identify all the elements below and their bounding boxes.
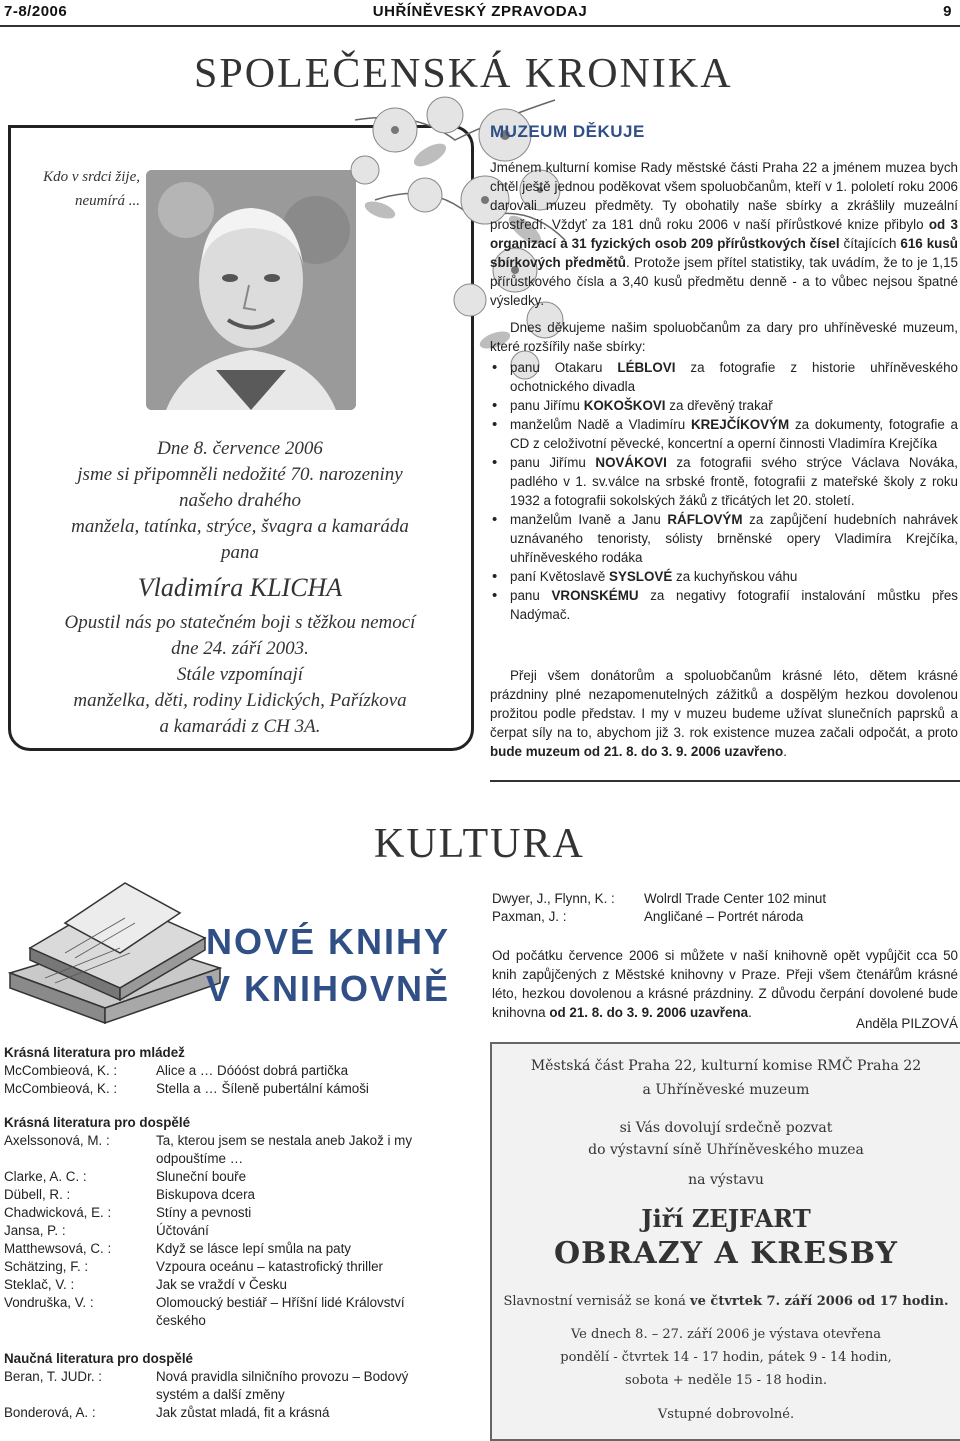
text-run: Jménem kulturní komise Rady městské části Praha 22 a jménem muzea bych chtěl ještě jednou poděkovat všem spoluobčanům, kteří v 1. pololetí roku 2006 darovali muzeu předměty. Ty obohatily naše sbírky a zkrášlily muzeální prostředí. Vždyť za 181 dnů roku 2006 v naší přírůstkové knize přibylo — [490, 160, 958, 232]
obituary-line: dne 24. září 2003. — [171, 638, 309, 659]
book-row — [4, 1204, 434, 1222]
list-item — [490, 396, 958, 415]
opening-line: sobota + neděle 15 - 18 hodin. — [625, 1373, 827, 1388]
book-row — [4, 1258, 434, 1276]
book-title: Nová pravidla silničního provozu – Bodový systém a další změny — [156, 1369, 409, 1402]
text-run: panu Otakaru — [510, 360, 618, 375]
museum-heading: MUZEUM DĚKUJE — [490, 122, 645, 141]
adult-book-list — [4, 1132, 434, 1330]
section-rule — [490, 780, 960, 782]
book-title: Wolrdl Trade Center 102 minut — [644, 891, 827, 906]
donor-list — [490, 358, 958, 624]
book-author: Axelssonová, M. : — [4, 1133, 110, 1148]
list-item — [490, 567, 958, 586]
more-books-list — [492, 890, 958, 926]
museum-intro — [490, 158, 958, 310]
text-run-bold: bude muzeum od 21. 8. do 3. 9. 2006 uzavřeno — [490, 744, 784, 759]
text-run: za dokumenty, fotografie a CD z celoživotní pěvecké, koncertní a operní činnosti Vladimíra Krejčíka — [510, 417, 959, 451]
text-run: Slavnostní vernisáž se koná — [503, 1294, 691, 1309]
donor-name: VRONSKÉMU — [551, 588, 639, 603]
book-title: Když se lásce lepí smůla na paty — [156, 1241, 352, 1256]
text-run: Přeji všem donátorům a spoluobčanům krásné léto, dětem krásné prázdniny plné nezapomenutelných zážitků a dospělým hezkou dovolenou prožitou podle představ. I my v muzeu budeme užívat slunečních paprsků a čerpat síly na to, abychom již 3. rok existence muzea začali odpočát, a proto — [490, 668, 958, 740]
exhibition-title: OBRAZY A KRESBY — [554, 1236, 898, 1271]
book-row — [4, 1080, 434, 1098]
donor-name: KREJČÍKOVÝM — [690, 417, 790, 432]
adult-heading — [4, 1114, 190, 1132]
issue-number: 7-8/2006 — [4, 3, 68, 20]
book-title: Jak zůstat mladá, fit a krásná — [156, 1405, 330, 1420]
book-author: McCombieová, K. : — [4, 1081, 118, 1096]
artist-name: Jiří ZEJFART — [641, 1204, 811, 1233]
text-run: . Protože jsem přítel statistiky, tak uvádím, že to je 1,15 přírůstkového čísla a 3,40 kusů předmětu denně - a to vůbec nejsou špatné výsledky. — [490, 255, 959, 308]
nonfiction-book-list — [4, 1368, 434, 1422]
book-row — [4, 1168, 434, 1186]
book-author: Paxman, J. : — [492, 909, 567, 924]
book-title: Vzpoura oceánu – katastrofický thriller — [156, 1259, 384, 1274]
book-row — [492, 908, 958, 926]
text-run: panu — [510, 588, 552, 603]
book-title: Biskupova dcera — [156, 1187, 255, 1202]
obituary-motto: Kdo v srdci žije, neumírá ... — [43, 169, 140, 209]
book-author: McCombieová, K. : — [4, 1063, 118, 1078]
youth-book-list — [4, 1062, 434, 1098]
books-illustration — [5, 878, 225, 1028]
author-signature: Anděla PILZOVÁ — [856, 1016, 958, 1031]
text-run: čítajících — [839, 236, 901, 251]
page-number: 9 — [943, 3, 952, 20]
obituary-line: a kamarádi z CH 3A. — [159, 716, 321, 737]
book-author: Bonderová, A. : — [4, 1405, 96, 1420]
book-title: Jak se vraždí v Česku — [156, 1277, 287, 1292]
heading-line: V KNIHOVNĚ — [206, 968, 451, 1009]
text-run-bold: od 3 organizací a 31 fyzických osob 209 přírůstkových čísel — [490, 217, 959, 251]
book-row — [4, 1186, 434, 1204]
publication-title: UHŘÍNĚVESKÝ ZPRAVODAJ — [372, 3, 588, 20]
book-author: Vondruška, V. : — [4, 1295, 94, 1310]
book-title: Angličané – Portrét národa — [644, 909, 804, 924]
book-row — [4, 1132, 434, 1168]
book-author: Clarke, A. C. : — [4, 1169, 87, 1184]
book-author: Schätzing, F. : — [4, 1259, 89, 1274]
opening-line: Ve dnech 8. – 27. září 2006 je výstava otevřena — [570, 1327, 882, 1342]
text-run: . — [748, 1005, 752, 1020]
donor-name: SYSLOVÉ — [609, 569, 673, 584]
book-author: Chadwicková, E. : — [4, 1205, 112, 1220]
book-title: Sluneční bouře — [156, 1169, 247, 1184]
book-author: Dübell, R. : — [4, 1187, 71, 1202]
organizer-line: a Uhříněveské muzeum — [642, 1082, 810, 1098]
book-row — [4, 1404, 434, 1422]
book-author: Matthewsová, C. : — [4, 1241, 112, 1256]
vernissage-line — [492, 1294, 960, 1309]
book-row — [4, 1368, 434, 1404]
book-row — [492, 890, 958, 908]
obituary-name: Vladimíra KLICHA — [137, 573, 343, 602]
list-heading: Krásná literatura pro dospělé — [4, 1115, 191, 1130]
text-run: za fotografie z historie uhříněveského ochotnického divadla — [510, 360, 958, 394]
book-author: Jansa, P. : — [4, 1223, 66, 1238]
obituary-line: pana — [221, 542, 259, 563]
opening-line: pondělí - čtvrtek 14 - 17 hodin, pátek 9 - 14 hodin, — [560, 1350, 892, 1365]
invitation-line: na výstavu — [688, 1172, 764, 1188]
text-run-bold: od 21. 8. do 3. 9. 2006 uzavřena — [549, 1005, 749, 1020]
text-run: panu Jiřímu — [510, 455, 596, 470]
text-run: panu Jiřímu — [510, 398, 584, 413]
donor-name: NOVÁKOVI — [595, 455, 667, 470]
museum-closing — [490, 666, 958, 761]
book-title: Alice a … Dóóóst dobrá partička — [156, 1063, 349, 1078]
invitation-line: si Vás dovolují srdečně pozvat — [619, 1120, 833, 1136]
text-run: . — [783, 744, 787, 759]
text-run: manželům Nadě a Vladimíru — [510, 417, 691, 432]
portrait-photo — [146, 170, 356, 410]
nonfiction-heading — [4, 1350, 193, 1368]
header-rule — [0, 25, 960, 27]
museum-thanks-intro: Dnes děkujeme našim spoluobčanům za dary pro uhříněveské muzeum, které rozšířily naše sbírky: — [490, 320, 958, 354]
obituary-line: jsme si připomněli nedožité 70. narozeniny — [77, 464, 403, 485]
book-title: Stella a … Šíleně pubertální kámoši — [156, 1081, 369, 1096]
book-row — [4, 1240, 434, 1258]
section-title-social: SPOLEČENSKÁ KRONIKA — [194, 51, 733, 97]
text-run: manželům Ivaně a Janu — [510, 512, 668, 527]
obituary-line: Dne 8. července 2006 — [157, 438, 323, 459]
invitation-line: do výstavní síně Uhříněveského muzea — [588, 1142, 864, 1158]
entry-line: Vstupné dobrovolné. — [657, 1407, 795, 1422]
exhibition-invitation — [490, 1042, 960, 1441]
section-title-culture: KULTURA — [374, 821, 585, 867]
donor-name: KOKOŠKOVI — [583, 398, 666, 413]
obituary-text — [20, 436, 460, 740]
list-item — [490, 453, 958, 510]
list-item — [490, 510, 958, 567]
text-run: paní Květoslavě — [510, 569, 610, 584]
text-run: za negativy fotografií instalování můstku přes Nadýmač. — [510, 588, 959, 622]
book-row — [4, 1222, 434, 1240]
list-heading: Naučná literatura pro dospělé — [4, 1351, 194, 1366]
book-row — [4, 1294, 434, 1330]
text-run-bold: ve čtvrtek 7. září 2006 od 17 hodin. — [690, 1294, 949, 1309]
organizer-line: Městská část Praha 22, kulturní komise RMČ Praha 22 — [530, 1058, 922, 1074]
book-row — [4, 1276, 434, 1294]
text-run: za dřevěný trakař — [665, 398, 773, 413]
obituary-line: našeho drahého — [179, 490, 301, 511]
donor-name: LÉBLOVI — [617, 360, 676, 375]
library-notice — [492, 946, 958, 1022]
obituary-line: manželka, děti, rodiny Lidických, Pařízkova — [73, 690, 407, 711]
text-run: za fotografii svého strýce Václava Nováka, padlého v 1. sv.válce na srbské frontě, fotografii z mateřské školy z roku 1932 a fotografii sokolských žáků z třicátých let 20. století. — [510, 455, 959, 508]
text-run: za kuchyňskou váhu — [672, 569, 798, 584]
book-author: Dwyer, J., Flynn, K. : — [492, 891, 615, 906]
book-author: Steklač, V. : — [4, 1277, 75, 1292]
heading-line: NOVÉ KNIHY — [206, 921, 451, 962]
new-books-heading — [206, 918, 450, 1012]
text-run-bold: 616 kusů sbírkových předmětů — [490, 236, 958, 270]
youth-heading — [4, 1044, 185, 1062]
list-item — [490, 586, 958, 624]
book-title: Stíny a pevnosti — [156, 1205, 252, 1220]
obituary-line: manžela, tatínka, strýce, švagra a kamaráda — [71, 516, 409, 537]
book-title: Olomoucký bestiář – Hříšní lidé Království českého — [156, 1295, 405, 1328]
list-item — [490, 415, 958, 453]
book-title: Ta, kterou jsem se nestala aneb Jakož i my odpouštíme … — [156, 1133, 413, 1166]
book-author: Beran, T. JUDr. : — [4, 1369, 102, 1384]
list-heading: Krásná literatura pro mládež — [4, 1045, 185, 1060]
text-run: Od počátku července 2006 si můžete v naší knihovně opět vypůjčit cca 50 knih zapůjčených z Městské knihovny v Praze. Přeji všem čtenářům krásné léto, hezkou dovolenou a krásné prázdniny. Z důvodu čerpání dovolené bude knihovna — [492, 948, 958, 1020]
book-row — [4, 1062, 434, 1080]
donor-name: RÁFLOVÝM — [667, 512, 743, 527]
list-item — [490, 358, 958, 396]
obituary-line: Opustil nás po statečném boji s těžkou nemocí — [64, 612, 416, 633]
page-header — [0, 0, 960, 27]
obituary-line: Stále vzpomínají — [176, 664, 304, 685]
book-title: Účtování — [156, 1223, 209, 1238]
text-run: za zapůjčení hudebních nahrávek uznávaného tenoristy, sólisty brněnské opery Vladimíra Krejčíka, uhříněveského rodáka — [510, 512, 958, 565]
